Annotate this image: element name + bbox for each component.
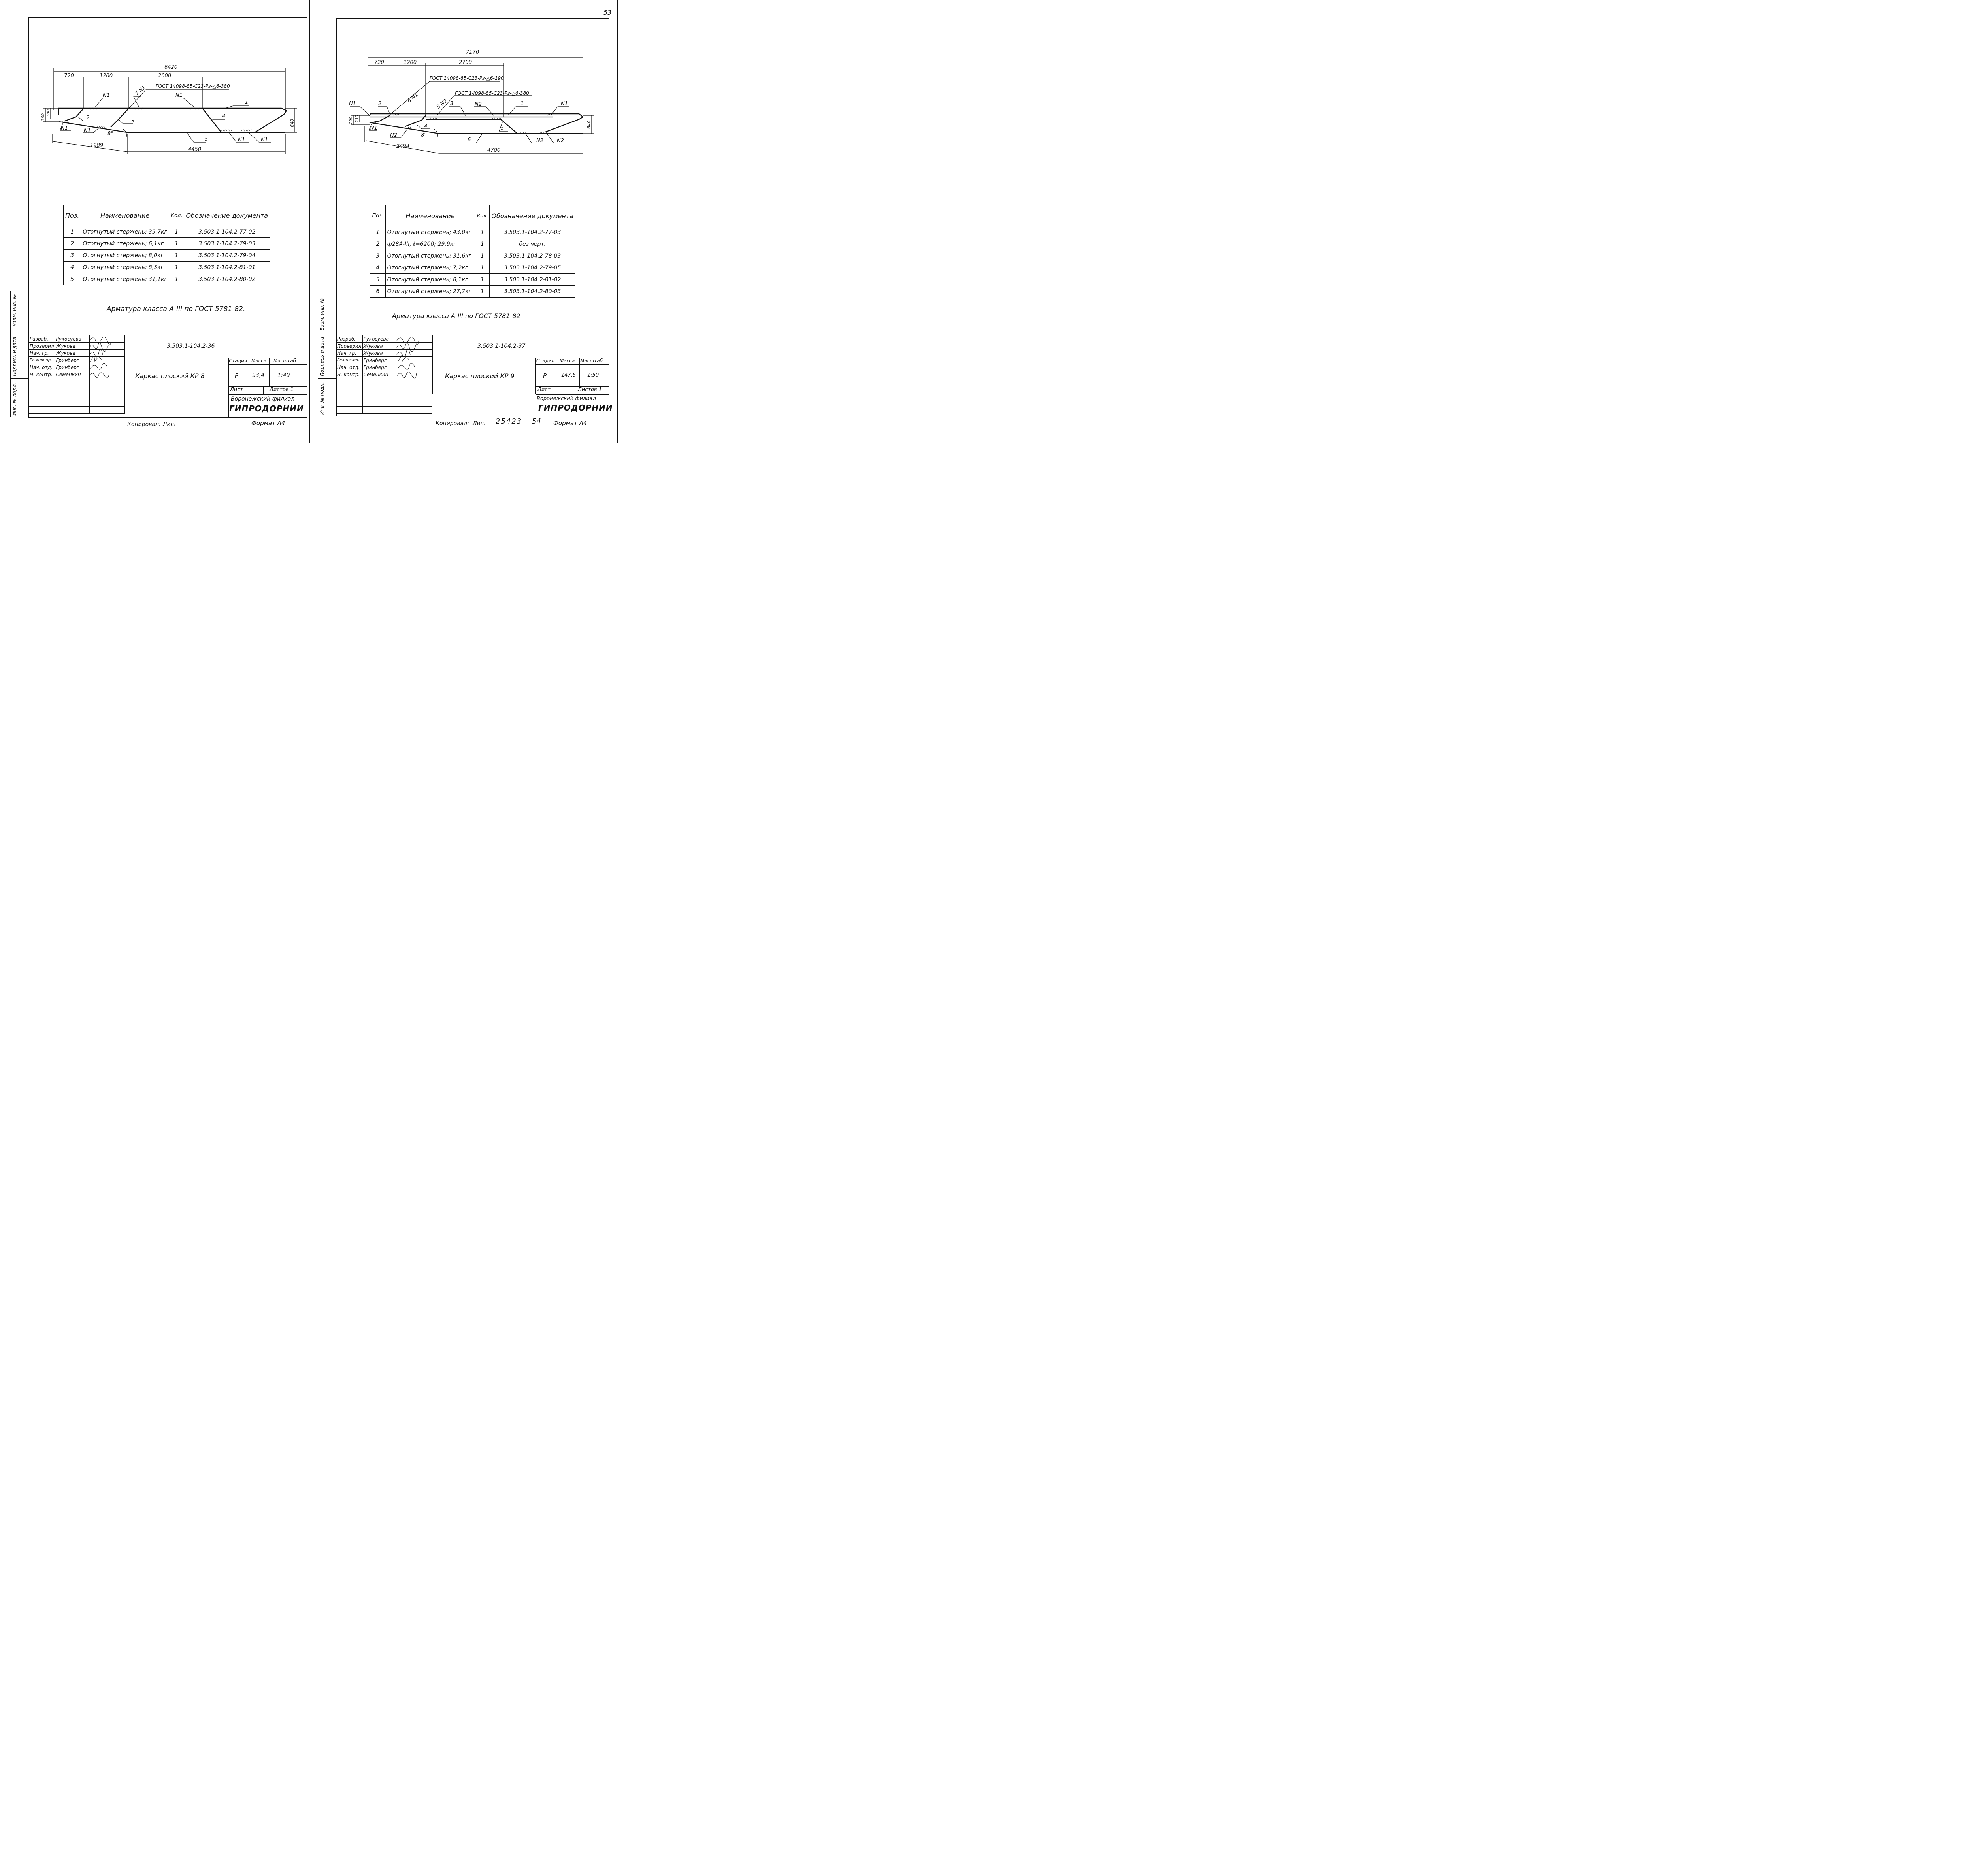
empty-cell	[55, 385, 89, 392]
table-row	[370, 238, 575, 250]
cell-name: Отогнутый стержень; 31,6кг	[385, 250, 475, 262]
empty-cell	[336, 378, 363, 385]
empty-cell	[362, 407, 397, 414]
th-name: Наименование	[81, 205, 169, 226]
right-drawing	[346, 47, 607, 154]
th-qty: Кол.	[169, 205, 184, 226]
label-n1-a: N1	[349, 101, 356, 107]
dim-h-inner: 300	[46, 109, 51, 117]
dim-angle: 8°	[107, 131, 113, 137]
left-side-inv-text: Инв. № подл.	[12, 383, 17, 416]
cell-pos: 1	[370, 226, 386, 238]
cell-pos: 4	[370, 262, 386, 274]
cell-name: Отогнутый стержень; 31,1кг	[81, 273, 169, 285]
right-stage-cell	[536, 364, 558, 386]
right-footer-format: Формат А4	[553, 420, 587, 427]
right-title-block	[336, 335, 613, 416]
table-row	[370, 286, 575, 298]
dim-h-inner: 230	[355, 115, 359, 122]
cell-qty: 1	[169, 262, 184, 273]
dim-seg1: 720	[374, 60, 384, 66]
empty-cell	[362, 392, 397, 399]
label-n1-e: N1	[238, 137, 245, 143]
cell-qty: 1	[475, 262, 490, 274]
cell-doc: 3.503.1-104.2-80-03	[490, 286, 575, 298]
label-7n1: 7 N1	[134, 85, 147, 97]
right-scale-label: Масштаб	[580, 358, 603, 364]
table-row	[64, 226, 270, 238]
dim-overall: 7170	[466, 49, 479, 55]
table-row	[64, 262, 270, 273]
table-row	[370, 274, 575, 286]
left-doc-code: 3.503.1-104.2-36	[167, 343, 215, 349]
cell-doc: 3.503.1-104.2-78-03	[490, 250, 575, 262]
empty-cell	[29, 378, 55, 385]
right-rebar-note: Арматура класса А-III по ГОСТ 5781-82	[392, 312, 520, 320]
empty-cell	[55, 392, 89, 399]
role-cell: Н. контр.	[336, 371, 363, 378]
left-side-podpis-text: Подпись и дата	[12, 337, 17, 376]
dim-overall: 6420	[164, 64, 178, 70]
right-sheets-label: Листов 1	[578, 387, 602, 393]
right-doc-code: 3.503.1-104.2-37	[477, 343, 526, 349]
left-footer-format: Формат А4	[251, 420, 285, 427]
empty-cell	[89, 392, 124, 399]
label-pos3: 3	[131, 118, 135, 124]
left-scale: 1:40	[277, 372, 290, 379]
label-n1-c: N1	[370, 125, 377, 131]
role-cell: Нач. гр.	[336, 350, 363, 357]
cell-doc: без черт.	[490, 238, 575, 250]
empty-cell	[89, 399, 124, 407]
dim-seg3: 2000	[158, 73, 172, 79]
cell-name: Отогнутый стержень; 8,1кг	[385, 274, 475, 286]
th-pos: Поз.	[64, 205, 81, 226]
label-pos5: 5	[501, 125, 504, 131]
left-org2: ГИПРОДОРНИИ	[229, 404, 304, 413]
label-pos1: 1	[520, 101, 524, 107]
cell-qty: 1	[169, 250, 184, 262]
label-6n1: 6 N1	[406, 92, 419, 104]
cell-qty: 1	[475, 286, 490, 298]
th-doc: Обозначение документа	[184, 205, 270, 226]
cell-pos: 1	[64, 226, 81, 238]
label-n1-b: N1	[175, 92, 183, 98]
dim-bottom-right: 4450	[188, 147, 202, 153]
name-cell: Жукова	[55, 350, 89, 357]
dim-h-right: 640	[586, 121, 592, 129]
empty-cell	[397, 399, 432, 407]
right-sheet-label: Лист	[537, 387, 551, 393]
left-footer-copier: Лиш	[163, 421, 176, 428]
cell-pos: 5	[64, 273, 81, 285]
role-cell: Гл.инж.пр.	[336, 357, 363, 364]
right-footer-copier: Лиш	[473, 420, 486, 427]
cell-name: ф28А-III, ℓ=6200; 29,9кг	[385, 238, 475, 250]
left-drawing	[40, 59, 300, 158]
dim-bottom-left: 2494	[396, 143, 410, 149]
name-cell: Семенкин	[55, 371, 89, 378]
name-cell: Семенкин	[362, 371, 397, 378]
empty-cell	[362, 378, 397, 385]
cell-doc: 3.503.1-104.2-79-05	[490, 262, 575, 274]
label-n1-d: N1	[84, 128, 91, 134]
left-spec-table	[63, 205, 270, 285]
cell-name: Отогнутый стержень; 27,7кг	[385, 286, 475, 298]
cell-doc: 3.503.1-104.2-80-02	[184, 273, 270, 285]
label-n2-d: N2	[557, 138, 564, 144]
empty-cell	[397, 385, 432, 392]
empty-cell	[29, 399, 55, 407]
name-cell: Гринберг	[362, 357, 397, 364]
role-cell: Нач. отд.	[29, 364, 55, 371]
empty-cell	[55, 407, 89, 414]
right-footer-number: 25423	[496, 417, 522, 426]
cell-qty: 1	[475, 238, 490, 250]
empty-cell	[336, 385, 363, 392]
th-pos: Поз.	[370, 205, 386, 226]
role-cell: Нач. гр.	[29, 350, 55, 357]
table-row	[370, 226, 575, 238]
empty-cell	[29, 385, 55, 392]
cell-name: Отогнутый стержень; 8,5кг	[81, 262, 169, 273]
label-n1-b: N1	[561, 101, 568, 107]
label-n2-c: N2	[536, 138, 543, 144]
right-footer-copied: Копировал:	[436, 420, 469, 427]
label-n2-b: N2	[390, 132, 397, 138]
left-org1: Воронежский филиал	[231, 396, 295, 402]
left-sheet-label: Лист	[230, 387, 243, 393]
cell-name: Отогнутый стержень; 8,0кг	[81, 250, 169, 262]
empty-cell	[336, 407, 363, 414]
label-pos6: 6	[468, 137, 471, 143]
page-divider	[309, 0, 310, 443]
table-row	[64, 238, 270, 250]
left-stage: Р	[235, 372, 239, 379]
right-stage-label: Стадия	[536, 358, 555, 364]
left-stage-label: Стадия	[229, 358, 247, 364]
role-cell: Разраб.	[29, 335, 55, 343]
right-mass-label: Масса	[560, 358, 575, 364]
cell-pos: 2	[370, 238, 386, 250]
name-cell: Гринберг	[362, 364, 397, 371]
cell-pos: 3	[64, 250, 81, 262]
label-n2-a: N2	[475, 102, 482, 107]
table-row	[64, 250, 270, 262]
dim-seg2: 1200	[100, 73, 113, 79]
left-tb-code-row	[125, 335, 307, 358]
empty-cell	[29, 392, 55, 399]
weld-note: ГОСТ 14098-85-С23-Рз-△6-380	[156, 83, 230, 89]
cell-qty: 1	[475, 226, 490, 238]
empty-cell	[55, 399, 89, 407]
empty-cell	[55, 378, 89, 385]
cell-qty: 1	[475, 250, 490, 262]
name-cell: Жукова	[55, 343, 89, 350]
cell-name: Отогнутый стержень; 43,0кг	[385, 226, 475, 238]
left-mass-label: Масса	[251, 358, 267, 364]
left-mass: 93,4	[252, 372, 265, 379]
empty-cell	[397, 407, 432, 414]
label-pos4: 4	[222, 113, 226, 119]
th-qty: Кол.	[475, 205, 490, 226]
empty-cell	[29, 407, 55, 414]
label-pos3: 3	[450, 101, 454, 107]
table-row	[64, 273, 270, 285]
weld-note-1: ГОСТ 14098-85-С23-Рз-△6-190	[430, 75, 504, 81]
role-cell: Разраб.	[336, 335, 363, 343]
th-name: Наименование	[385, 205, 475, 226]
name-cell: Жукова	[362, 343, 397, 350]
page-number: 53	[603, 9, 612, 16]
role-cell: Проверил	[336, 343, 363, 350]
empty-cell	[362, 385, 397, 392]
cell-pos: 3	[370, 250, 386, 262]
dim-h-right: 640	[290, 119, 295, 127]
label-n1-c: N1	[61, 125, 68, 131]
cell-doc: 3.503.1-104.2-81-02	[490, 274, 575, 286]
left-rebar-note: Арматура класса А-III по ГОСТ 5781-82.	[107, 305, 245, 313]
dim-bottom-right: 4700	[487, 147, 501, 153]
cell-name: Отогнутый стержень; 7,2кг	[385, 262, 475, 274]
label-pos2: 2	[378, 101, 382, 107]
name-cell: Рукосуева	[55, 335, 89, 343]
label-n1-a: N1	[103, 92, 110, 98]
dim-h-outer: 290	[349, 116, 353, 124]
cell-pos: 6	[370, 286, 386, 298]
right-stage: Р	[543, 372, 547, 379]
table-row	[370, 250, 575, 262]
weld-note-2: ГОСТ 14098-85-С23-Рз-△6-380	[455, 90, 529, 96]
table-row	[370, 262, 575, 274]
right-scale: 1:50	[587, 372, 599, 378]
cell-qty: 1	[169, 238, 184, 250]
left-footer-copied: Копировал:	[127, 421, 161, 428]
dim-seg3: 2700	[459, 60, 472, 66]
cell-doc: 3.503.1-104.2-79-04	[184, 250, 270, 262]
cell-pos: 4	[64, 262, 81, 273]
name-cell: Гринберг	[55, 364, 89, 371]
dim-seg1: 720	[64, 73, 74, 79]
dim-seg2: 1200	[403, 60, 417, 66]
role-cell: Гл.инж.пр.	[29, 357, 55, 364]
dim-angle: 8°	[421, 132, 427, 138]
cell-doc: 3.503.1-104.2-77-02	[184, 226, 270, 238]
dim-bottom-left: 1989	[90, 143, 104, 149]
right-org1: Воронежский филиал	[537, 396, 596, 402]
th-doc: Обозначение документа	[490, 205, 575, 226]
left-stage-cell	[228, 364, 249, 386]
cell-pos: 2	[64, 238, 81, 250]
left-sheets-label: Листов 1	[270, 387, 294, 393]
empty-cell	[336, 399, 363, 407]
dim-h-outer: 360	[41, 113, 45, 121]
right-side-podpis-text: Подпись и дата	[319, 337, 325, 376]
label-pos5: 5	[205, 136, 208, 142]
cell-qty: 1	[169, 226, 184, 238]
name-cell: Гринберг	[55, 357, 89, 364]
empty-cell	[89, 407, 124, 414]
right-edge-line	[617, 0, 618, 443]
label-n1-f: N1	[261, 137, 268, 143]
empty-cell	[336, 392, 363, 399]
label-pos1: 1	[245, 99, 249, 105]
left-title: Каркас плоский КР 8	[135, 372, 205, 380]
right-spec-table	[370, 205, 575, 298]
left-side-vzam-text: Взам. инв. №	[12, 294, 17, 326]
cell-qty: 1	[169, 273, 184, 285]
label-pos4: 4	[424, 124, 428, 130]
name-cell: Рукосуева	[362, 335, 397, 343]
empty-cell	[397, 392, 432, 399]
right-signatures	[395, 335, 419, 382]
right-footer-number2: 54	[532, 417, 541, 426]
role-cell: Нач. отд.	[336, 364, 363, 371]
right-title: Каркас плоский КР 9	[445, 372, 515, 380]
label-5n2: 5 N2	[435, 98, 449, 111]
cell-pos: 5	[370, 274, 386, 286]
role-cell: Н. контр.	[29, 371, 55, 378]
left-signatures	[88, 335, 111, 382]
cell-doc: 3.503.1-104.2-81-01	[184, 262, 270, 273]
role-cell: Проверил	[29, 343, 55, 350]
cell-name: Отогнутый стержень; 6,1кг	[81, 238, 169, 250]
label-pos2: 2	[86, 115, 90, 121]
left-scale-label: Масштаб	[273, 358, 296, 364]
right-mass: 147,5	[561, 372, 576, 378]
right-side-inv-text: Инв. № подл.	[319, 382, 325, 415]
cell-doc: 3.503.1-104.2-77-03	[490, 226, 575, 238]
empty-cell	[89, 385, 124, 392]
cell-qty: 1	[475, 274, 490, 286]
right-side-vzam-text: Взам. инв. №	[319, 298, 325, 330]
empty-cell	[362, 399, 397, 407]
left-title-block	[28, 335, 307, 417]
cell-name: Отогнутый стержень; 39,7кг	[81, 226, 169, 238]
name-cell: Жукова	[362, 350, 397, 357]
cell-doc: 3.503.1-104.2-79-03	[184, 238, 270, 250]
right-org2: ГИПРОДОРНИИ	[538, 403, 613, 412]
